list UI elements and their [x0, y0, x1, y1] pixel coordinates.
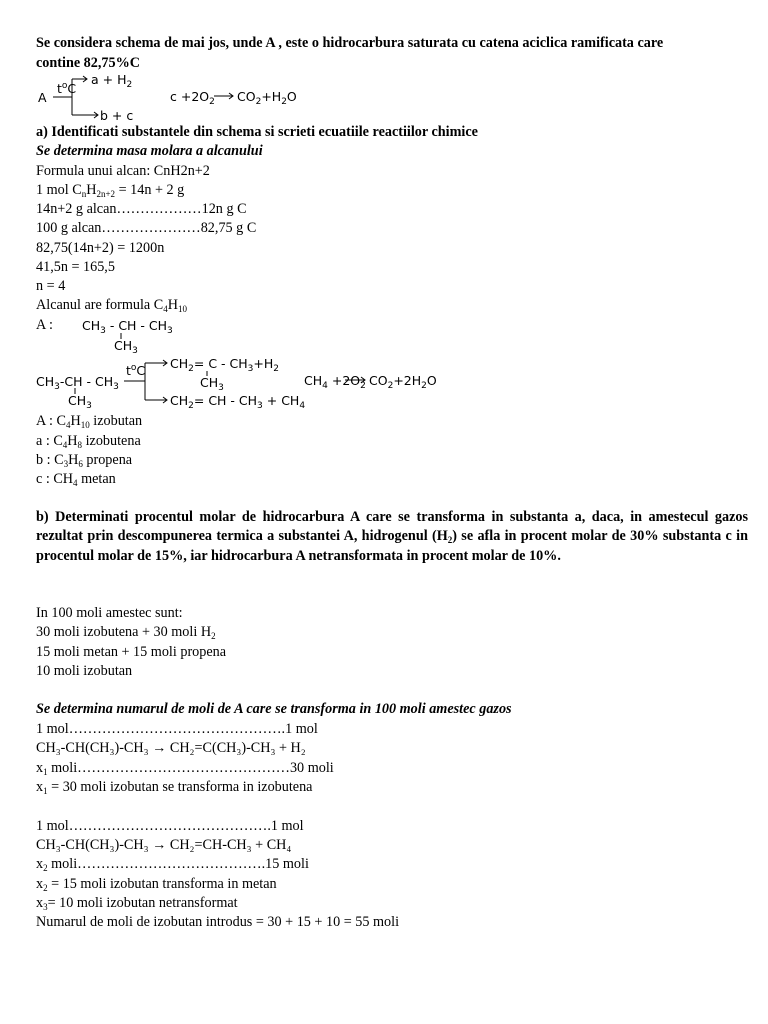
- isobutane-structure: $CH_3-CH - CH_3$: [36, 374, 119, 392]
- methane-combustion-reactants: $CH_4 +2O_2$: [304, 373, 366, 391]
- isobutene-branch: $CH_3$: [200, 375, 224, 393]
- reaction-1-ratio: 1 mol……………………………………….1 mol: [36, 721, 318, 737]
- reaction-2-equation: CH₃-CH(CH₃)-CH₃ → CH₂=CH-CH₃ + CH₄: [36, 837, 292, 853]
- scheme-1-top-products: $a + H_2$: [91, 72, 133, 90]
- problem-statement-line-2: contine 82,75%C: [36, 55, 141, 71]
- proportion-line-2: 100 g alcan…………………82,75 g C: [36, 220, 257, 236]
- part-a-subheading: Se determina masa molara a alcanului: [36, 143, 263, 159]
- unreacted-result: $x_3= 10$ moli izobutan netransformat: [36, 895, 238, 912]
- mixture-line-3: 10 moli izobutan: [36, 663, 133, 679]
- total-moles-result: Numarul de moli de izobutan introdus = 30 + 15 + 10 = 55 moli: [36, 914, 400, 930]
- part-b-question: b) Determinati procentul molar de hidrocarbura A care se transforma in substanta a, daca, in amestecul gazos rezultat prin descompunerea termica a substantei A, hidrogenul $(H_2)$ se afla in procent molar de 30% substanta c in procentul molar de 15%, iar hidrocarbura A netransformata in procent molar de 10%.: [36, 509, 748, 564]
- molar-mass-line: 1 mol $C_nH_{2n+2} = 14n + 2$ g: [36, 182, 185, 199]
- structure-a-label: A :: [36, 317, 53, 333]
- reaction-1-proportion: $x_1$ moli………………………………………30 moli: [36, 760, 334, 777]
- combustion-products-1: $CO_2+H_2O$: [237, 89, 297, 107]
- scheme-1-reactant: A: [38, 90, 47, 105]
- proportion-line-1: 14n+2 g alcan………………12n g C: [36, 201, 247, 217]
- reaction-1-result: $x_1 = 30$ moli izobutan se transforma in izobutena: [36, 779, 313, 796]
- part-b-subheading: Se determina numarul de moli de A care se transforma in 100 moli amestec gazos: [36, 701, 512, 717]
- reaction-2-proportion: $x_2$ moli………………………………….15 moli: [36, 856, 309, 873]
- part-a-heading: a) Identificati substantele din schema si scrieti ecuatiile reactiilor chimice: [36, 124, 478, 140]
- structure-a-branch: $CH_3$: [114, 338, 138, 356]
- reaction-2-result: $x_2 = 15$ moli izobutan transforma in metan: [36, 876, 277, 893]
- methane-combustion-products: $CO_2+2H_2O$: [369, 373, 437, 391]
- equation-line-2: 41,5n = 165,5: [36, 259, 115, 275]
- alkane-formula-result: Alcanul are formula $C_4H_{10}$: [36, 297, 187, 314]
- identification-a: a : $C_4H_8$ izobutena: [36, 433, 141, 450]
- equation-result: n = 4: [36, 278, 66, 294]
- cracking-products: $CH_2=$ CH - $CH_3 + CH_4$: [170, 393, 306, 411]
- scheme-1-bottom-products: b + c: [100, 108, 134, 123]
- problem-statement-line-1: Se considera schema de mai jos, unde A , este o hidrocarbura saturata cu catena aciclica ramificata care: [36, 35, 664, 51]
- isobutane-branch: $CH_3$: [68, 393, 92, 411]
- identification-c: c : $CH_4$ metan: [36, 471, 116, 488]
- identification-A: A : $C_4H_{10}$ izobutan: [36, 413, 143, 430]
- equation-line-1: 82,75(14n+2) = 1200n: [36, 240, 165, 256]
- alkane-formula-line: Formula unui alcan: CnH2n+2: [36, 163, 210, 179]
- isobutene-dehydrogenation-products: $CH_2= C - CH_3+H_2$: [170, 356, 279, 374]
- identification-b: b : $C_3H_6$ propena: [36, 452, 133, 469]
- mixture-line-1: 30 moli izobutena + 30 moli $H_2$: [36, 624, 216, 641]
- reaction-1-equation: CH₃-CH(CH₃)-CH₃ → CH₂=C(CH₃)-CH₃ + H₂: [36, 740, 306, 756]
- mixture-line-2: 15 moli metan + 15 moli propena: [36, 644, 227, 660]
- scheme-2-temperature: $t^oC$: [126, 363, 146, 378]
- reaction-2-ratio: 1 mol…………………………………….1 mol: [36, 818, 304, 834]
- mixture-composition-heading: In 100 moli amestec sunt:: [36, 605, 183, 621]
- structure-a-main-chain: $CH_3$ - CH - $CH_3$: [82, 318, 173, 336]
- scheme-1-temperature: $t^oC$: [57, 81, 77, 96]
- combustion-reaction-1: $c +2O_2$: [170, 89, 215, 107]
